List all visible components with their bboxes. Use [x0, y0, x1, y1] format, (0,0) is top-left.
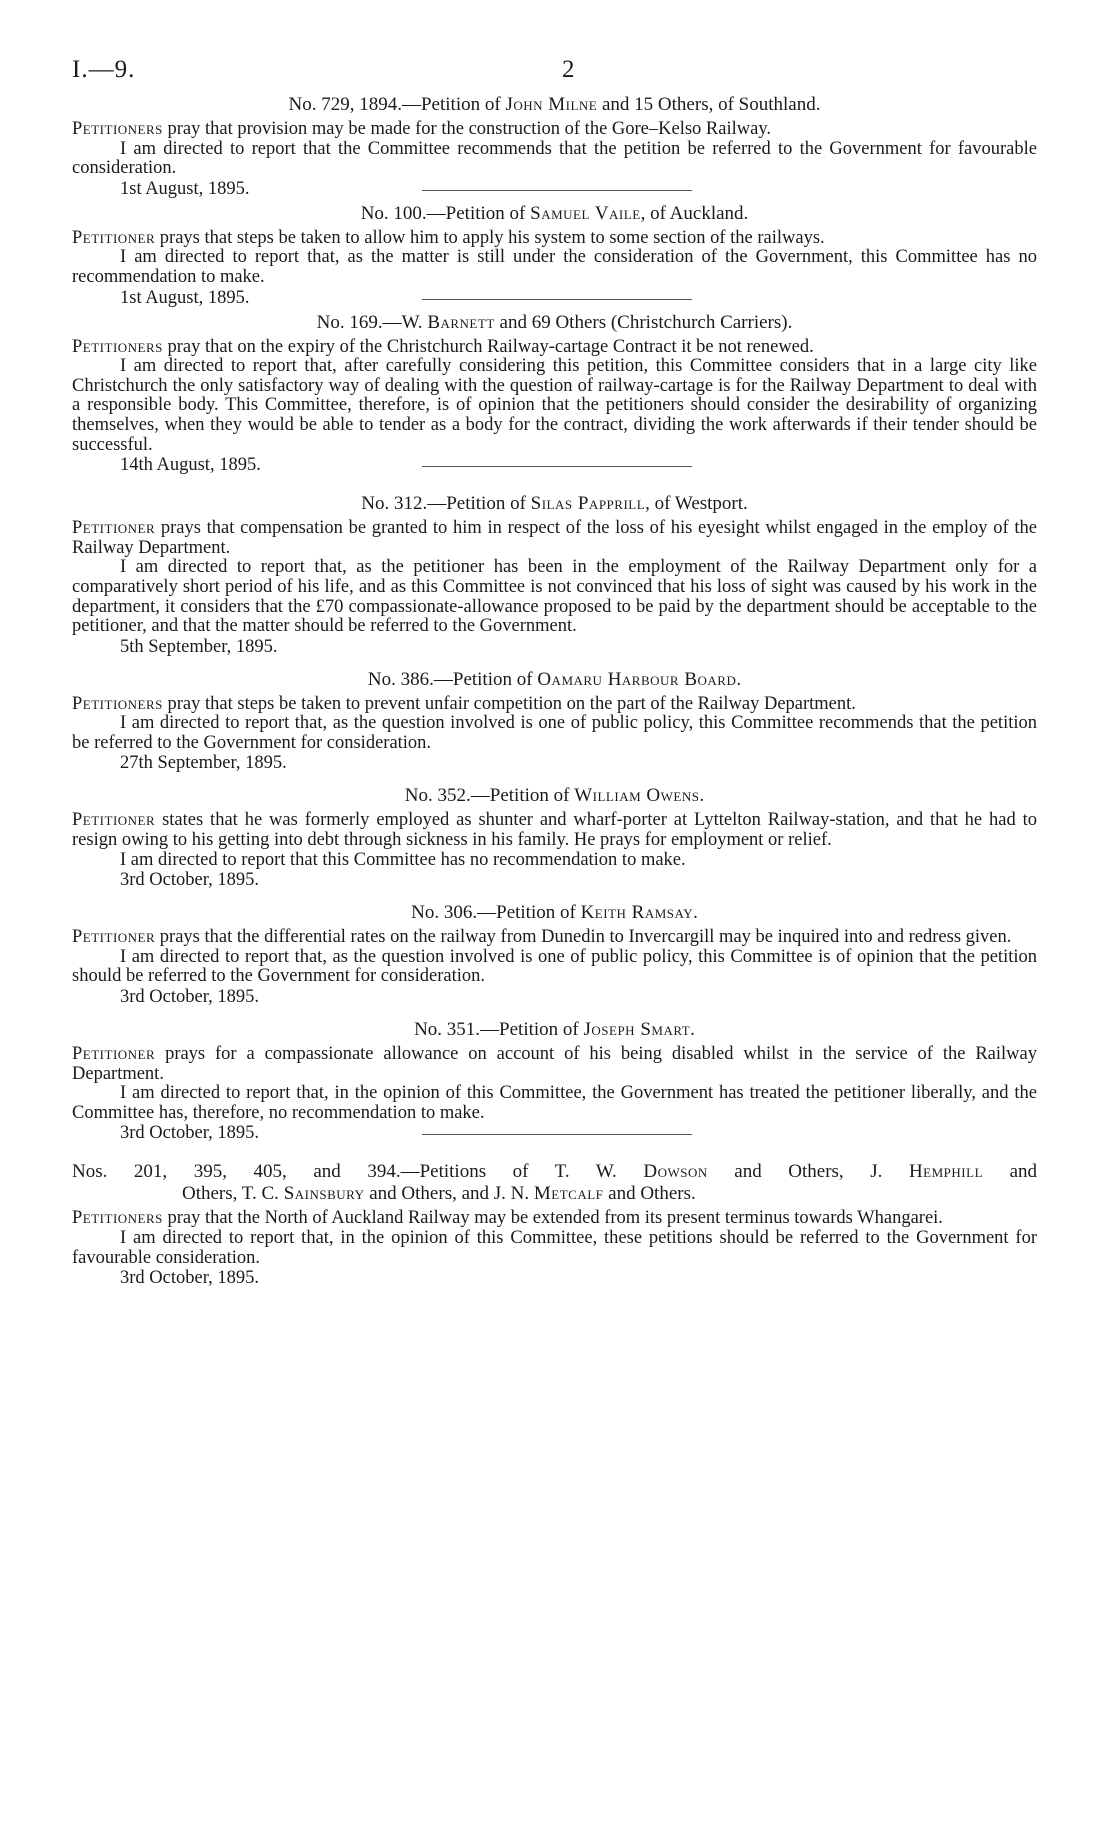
report-date: 3rd October, 1895. — [120, 987, 260, 1008]
section-divider — [422, 190, 692, 191]
petition-306 — [72, 902, 1037, 1007]
page-header — [72, 50, 1037, 90]
petition-heading: No. 312.—Petition of Silas Papprill, of Westport. — [361, 493, 748, 515]
petition-heading: No. 352.—Petition of William Owens. — [404, 785, 705, 807]
petitioner-name: Samuel Vaile — [530, 202, 641, 224]
report-date: 5th September, 1895. — [120, 636, 278, 657]
petitioner-name: Silas Papprill — [530, 493, 646, 515]
petition-352 — [72, 785, 1037, 890]
petitioner-name: Sainsbury — [283, 1183, 365, 1205]
petition-prayer: Petitioners pray that steps be taken to prevent unfair competition on the part of the Railway Department. — [72, 693, 856, 714]
petitioner-name: Metcalf — [533, 1183, 604, 1205]
petition-heading: No. 351.—Petition of Joseph Smart. — [414, 1019, 695, 1041]
report-date: 3rd October, 1895. — [120, 870, 260, 891]
petition-prayer: Petitioner prays that the differential rates on the railway from Dunedin to Invercargill may be inquired into and redress given. — [72, 927, 1012, 948]
petition-heading: No. 100.—Petition of Samuel Vaile, of Auckland. — [360, 202, 749, 224]
committee-report: I am directed to report that this Committee has no recommendation to make. — [120, 849, 686, 870]
petition-prayer: Petitioners pray that provision may be made for the construction of the Gore–Kelso Railway. — [72, 119, 771, 139]
committee-report: I am directed to report that, after carefully considering this petition, this Committee considers that in a large city like Christchurch the only satisfactory way of dealing with the question of railway-cartage is for the Railway Department to deal with a responsible body. This Committee, therefore, is of opinion that the petitioners should consider the desirability of organizing themselves, when they would be able to tender as a body for the contract, dividing the work afterwards if their tender should be successful. — [72, 356, 1037, 455]
page-number: 2 — [562, 56, 575, 83]
petition-729 — [72, 94, 1037, 199]
petitioner-name: John Milne — [505, 94, 598, 115]
petition-prayer: Petitioners pray that the North of Auckland Railway may be extended from its present terminus towards Whangarei. — [72, 1208, 943, 1229]
petition-prayer: Petitioners pray that on the expiry of the Christchurch Railway-cartage Contract it be not renewed. — [72, 336, 814, 357]
report-date: 1st August, 1895. — [120, 178, 250, 199]
committee-report: I am directed to report that, in the opinion of this Committee, these petitions should be referred to the Government for favourable consideration. — [72, 1228, 1037, 1268]
petition-heading: No. 169.—W. Barnett and 69 Others (Christchurch Carriers). — [316, 311, 793, 333]
petition-100 — [72, 202, 1037, 308]
report-date: 3rd October, 1895. — [120, 1268, 260, 1289]
petition-201-395-405-394 — [72, 1161, 1037, 1288]
report-date: 3rd October, 1895. — [120, 1123, 260, 1144]
committee-report: I am directed to report that, as the matter is still under the consideration of the Government, this Committee has no recommendation to make. — [72, 247, 1037, 287]
committee-report: I am directed to report that, as the question involved is one of public policy, this Committee is of opinion that the petition should be referred to the Government for consideration. — [72, 946, 1037, 987]
petitioner-name: Oamaru Harbour Board — [537, 668, 737, 690]
petition-heading: Nos. 201, 395, 405, and 394.—Petitions of T. W. Dowson and Others, J. Hemphill and Others, T. C. Sainsbury and Others, and J. N. Metcalf and Others. — [72, 1161, 1038, 1205]
petition-386 — [72, 669, 1037, 774]
petition-prayer: Petitioner prays that compensation be granted to him in respect of the loss of his eyesight whilst engaged in the employ of the Railway Department. — [72, 518, 1037, 558]
petitioner-name: Hemphill — [908, 1161, 984, 1183]
petitioner-name: Joseph Smart — [583, 1019, 691, 1041]
petitioner-name: Keith Ramsay — [580, 902, 694, 924]
petitioner-name: Barnett — [427, 311, 495, 333]
petition-prayer: Petitioner prays that steps be taken to allow him to apply his system to some section of the railways. — [72, 227, 825, 248]
petitioner-name: William Owens — [574, 785, 700, 807]
petition-prayer: Petitioner states that he was formerly employed as shunter and wharf-porter at Lyttelton Railway-station, and that he had to resign owing to his getting into debt through sickness in his family. He prays for employment or relief. — [72, 810, 1037, 851]
committee-report: I am directed to report that, as the question involved is one of public policy, this Committee recommends that the petition be referred to the Government for consideration. — [72, 713, 1037, 753]
petition-prayer: Petitioner prays for a compassionate allowance on account of his being disabled whilst in the service of the Railway Department. — [72, 1044, 1037, 1084]
report-date: 27th September, 1895. — [120, 753, 287, 774]
committee-report: I am directed to report that, in the opinion of this Committee, the Government has treated the petitioner liberally, and the Committee has, therefore, no recommendation to make. — [72, 1083, 1037, 1123]
committee-report: I am directed to report that the Committee recommends that the petition be referred to the Government for favourable consideration. — [72, 138, 1037, 179]
section-divider — [422, 299, 692, 300]
petition-351 — [72, 1019, 1037, 1144]
petition-heading: No. 729, 1894.—Petition of John Milne and 15 Others, of Southland. — [288, 94, 821, 115]
petition-heading: No. 306.—Petition of Keith Ramsay. — [411, 902, 698, 924]
petition-312 — [72, 493, 1037, 657]
document-page — [72, 50, 1037, 1288]
committee-report: I am directed to report that, as the petitioner has been in the employment of the Railway Department only for a comparatively short period of his life, and as this Committee is not convinced that his loss of sight was caused by his work in the department, it considers that the £70 compassionate-allowance proposed to be paid by the department should be acceptable to the petitioner, and that the matter should be referred to the Government. — [72, 557, 1037, 637]
report-date: 14th August, 1895. — [120, 455, 261, 476]
document-id: I.—9. — [72, 56, 136, 83]
petition-heading: No. 386.—Petition of Oamaru Harbour Board. — [367, 668, 742, 690]
report-date: 1st August, 1895. — [120, 287, 250, 308]
petition-169 — [72, 311, 1037, 476]
petitioner-name: Dowson — [643, 1161, 708, 1183]
